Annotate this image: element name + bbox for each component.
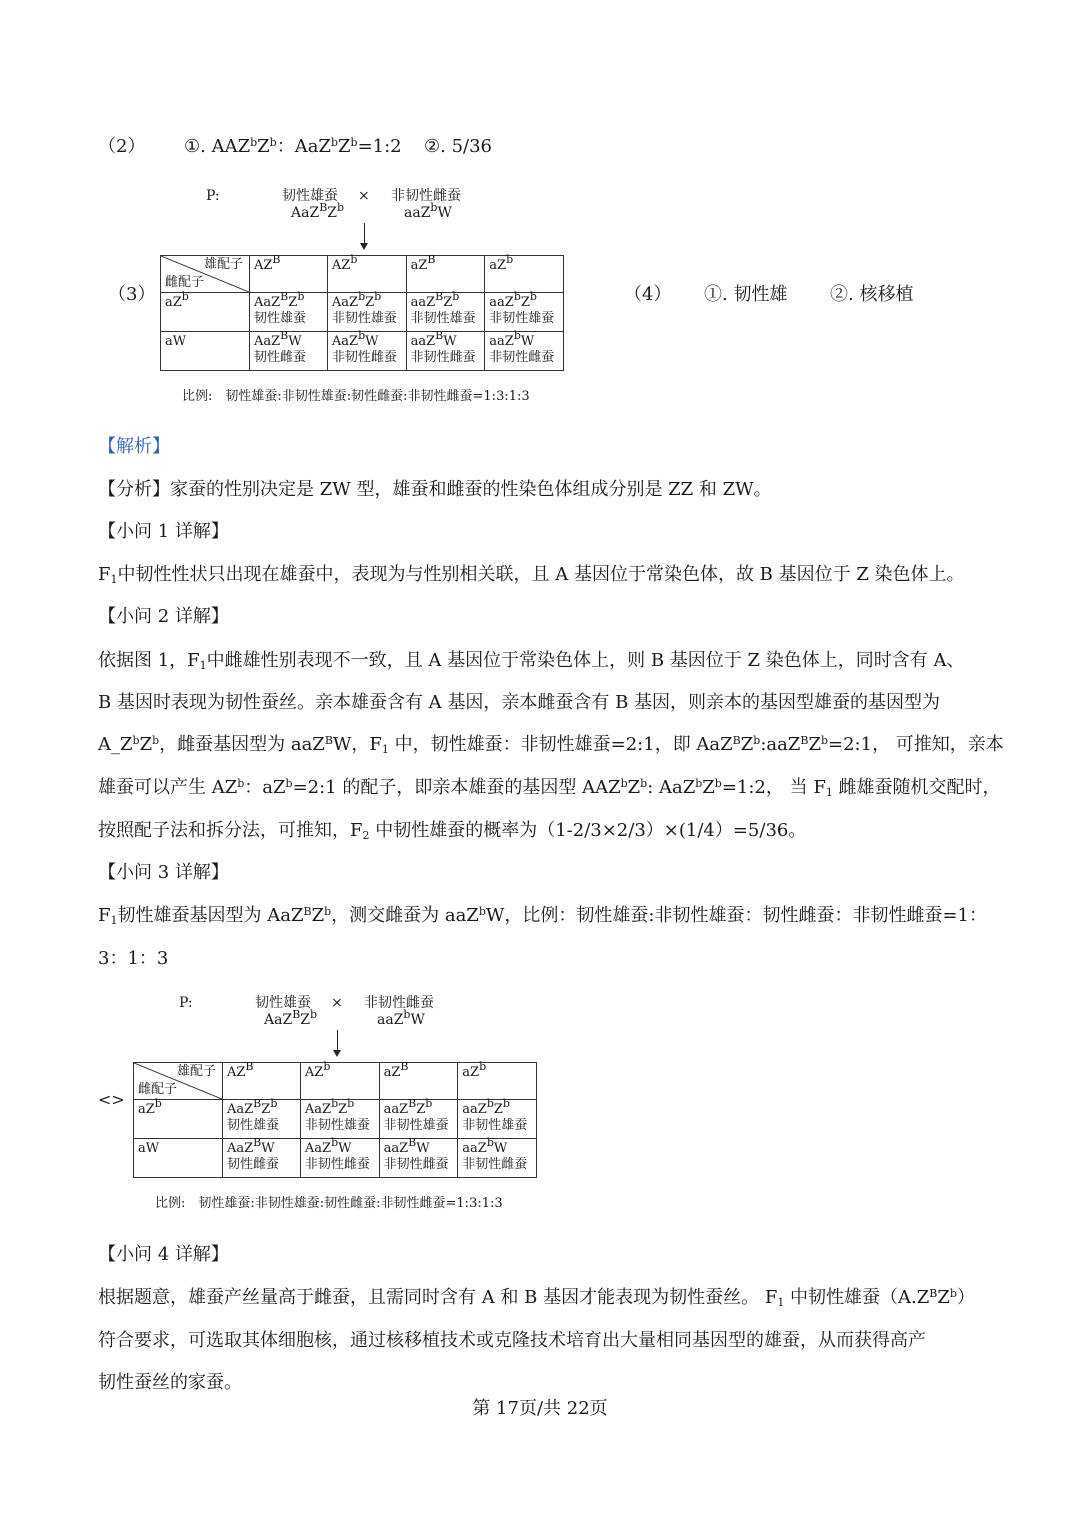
offspring-cell: aaZ$^b$W 非韧性雌蚕	[485, 332, 564, 371]
offspring-cell: aaZ$^b$W 非韧性雌蚕	[458, 1139, 537, 1178]
cross-arrow	[364, 223, 365, 245]
punnett-table-2	[133, 1062, 537, 1178]
offspring-cell: aaZ$^B$W 非韧性雌蚕	[406, 332, 485, 371]
female-gamete: aW	[161, 332, 250, 371]
sub1-text: $F_1$中韧性性状只出现在雄蚕中，表现为与性别相关联，且 A 基因位于常染色体，故 B 基因位于 Z 染色体上。	[98, 564, 965, 586]
male-gamete: $AZ^B$	[250, 256, 328, 293]
male-gamete: $AZ^B$	[223, 1063, 301, 1100]
male-gamete: $AZ^b$	[300, 1063, 379, 1100]
header-male: 雄配子	[203, 257, 243, 272]
ratio-text: 比例: 韧性雄蚕:非韧性雄蚕:韧性雌蚕:非韧性雌蚕=1:3:1:3	[155, 1196, 503, 1211]
header-female: 雌配子	[165, 275, 205, 290]
sub2-title: 【小问 2 详解】	[98, 606, 229, 627]
offspring-cell: $AaZ^BZ^b$ 韧性雄蚕	[250, 293, 328, 332]
page-footer: 第 17页/共 22页	[472, 1398, 608, 1419]
sub2-line-5: 按照配子法和拆分法，可推知，$F_2$ 中韧性雄蚕的概率为（1-2/3×2/3）×(1/4）=5/36。	[98, 820, 807, 842]
table-corner	[134, 1063, 223, 1100]
punnett-table-1	[160, 255, 564, 371]
table-corner	[161, 256, 250, 293]
sub4-title: 【小问 4 详解】	[98, 1244, 229, 1265]
analysis-fenxi: 【分析】家蚕的性别决定是 ZW 型，雄蚕和雌蚕的性染色体组成分别是 ZZ 和 ZW。	[98, 479, 772, 500]
male-gamete: $aZ^b$	[458, 1063, 537, 1100]
sub3-marker: <>	[98, 1090, 125, 1109]
female-parent-name: 非韧性雌蚕	[391, 188, 461, 204]
sub1-title: 【小问 1 详解】	[98, 521, 229, 542]
sub2-line-4: 雄蚕可以产生 $AZ^b$：$aZ^b=2:1$ 的配子，即亲本雄蚕的基因型 $AAZ^bZ^b$: $AaZ^bZ^b=1:2$， 当 $F_1$ 雌雄蚕随机交配时，	[98, 777, 1001, 799]
male-gamete: $aZ^B$	[406, 256, 485, 293]
female-parent-name: 非韧性雌蚕	[364, 995, 434, 1011]
q2-answer-1: ①. $AAZ^bZ^b$：$AaZ^bZ^b=1:2$	[184, 136, 402, 157]
arrow-head	[333, 1050, 341, 1057]
analysis-heading: 【解析】	[98, 436, 170, 457]
sub2-line-1: 依据图 1，$F_1$中雌雄性别表现不一致，且 A 基因位于常染色体上，则 B 基因位于 Z 染色体上，同时含有 A、	[98, 650, 965, 672]
cross-diagram-2	[133, 992, 543, 1212]
parent-label: P:	[206, 188, 220, 204]
header-male: 雄配子	[176, 1064, 216, 1079]
cross-symbol: ×	[358, 188, 370, 204]
sub4-line-2: 符合要求，可选取其体细胞核，通过核移植技术或克隆技术培育出大量相同基因型的雄蚕，从而获得高产	[98, 1330, 926, 1351]
male-parent-genotype: $AaZ^BZ^b$	[264, 1008, 318, 1028]
male-gamete: $AZ^b$	[327, 256, 406, 293]
offspring-cell: $AaZ^bZ^b$ 非韧性雄蚕	[300, 1100, 379, 1139]
offspring-cell: AaZ$^B$W 韧性雌蚕	[250, 332, 328, 371]
sub4-line-1: 根据题意，雄蚕产丝量高于雌蚕，且需同时含有 A 和 B 基因才能表现为韧性蚕丝。 $F_1$ 中韧性雄蚕$(A.Z^BZ^b)$	[98, 1287, 975, 1309]
offspring-cell: $aaZ^bZ^b$ 非韧性雄蚕	[458, 1100, 537, 1139]
offspring-cell: AaZ$^b$W 非韧性雌蚕	[300, 1139, 379, 1178]
female-gamete: aW	[134, 1139, 223, 1178]
parent-label: P:	[179, 995, 193, 1011]
q2-answer-2: ②. 5/36	[424, 136, 493, 157]
offspring-cell: $aaZ^BZ^b$ 非韧性雄蚕	[406, 293, 485, 332]
male-gamete: $aZ^B$	[379, 1063, 458, 1100]
offspring-cell: AaZ$^B$W 韧性雌蚕	[223, 1139, 301, 1178]
q2-number: （2）	[98, 136, 146, 157]
q4-number: （4）	[624, 284, 672, 305]
arrow-head	[360, 243, 368, 250]
offspring-cell: AaZ$^b$W 非韧性雌蚕	[327, 332, 406, 371]
male-parent-name: 韧性雄蚕	[255, 995, 311, 1011]
male-gamete: $aZ^b$	[485, 256, 564, 293]
female-gamete: $aZ^b$	[134, 1100, 223, 1139]
sub3-title: 【小问 3 详解】	[98, 862, 229, 883]
male-parent-name: 韧性雄蚕	[282, 188, 338, 204]
sub2-line-2: B 基因时表现为韧性蚕丝。亲本雄蚕含有 A 基因，亲本雌蚕含有 B 基因，则亲本的基因型雄蚕的基因型为	[98, 692, 941, 713]
offspring-cell: $AaZ^bZ^b$ 非韧性雄蚕	[327, 293, 406, 332]
female-parent-genotype: aaZ$^b$W	[377, 1008, 425, 1028]
female-gamete: $aZ^b$	[161, 293, 250, 332]
q4-answer-2: ②. 核移植	[830, 284, 914, 305]
male-parent-genotype: $AaZ^BZ^b$	[291, 201, 345, 221]
ratio-text: 比例: 韧性雄蚕:非韧性雄蚕:韧性雌蚕:非韧性雌蚕=1:3:1:3	[182, 389, 530, 404]
sub3-line-2: 3：1：3	[98, 948, 169, 969]
offspring-cell: aaZ$^B$W 非韧性雌蚕	[379, 1139, 458, 1178]
offspring-cell: $aaZ^bZ^b$ 非韧性雄蚕	[485, 293, 564, 332]
sub4-line-3: 韧性蚕丝的家蚕。	[98, 1372, 242, 1393]
sub3-line-1: $F_1$韧性雄蚕基因型为 $AaZ^BZ^b$，测交雌蚕为 aaZ$^b$W，比例：韧性雄蚕:非韧性雄蚕：韧性雌蚕：非韧性雌蚕=1：	[98, 905, 987, 927]
offspring-cell: $aaZ^BZ^b$ 非韧性雄蚕	[379, 1100, 458, 1139]
header-female: 雌配子	[138, 1082, 178, 1097]
q3-number: （3）	[108, 284, 156, 305]
female-parent-genotype: aaZ$^b$W	[404, 201, 452, 221]
offspring-cell: $AaZ^BZ^b$ 韧性雄蚕	[223, 1100, 301, 1139]
cross-diagram-1	[160, 185, 570, 405]
cross-symbol: ×	[331, 995, 343, 1011]
q4-answer-1: ①. 韧性雄	[704, 284, 788, 305]
cross-arrow	[337, 1030, 338, 1052]
sub2-line-3: $A\_Z^bZ^b$，雌蚕基因型为 aaZ$^B$W，$F_1$ 中，韧性雄蚕：非韧性雄蚕=2:1，即 $AaZ^BZ^b:aaZ^BZ^b=2:1$， 可推知，亲本	[98, 734, 1004, 756]
